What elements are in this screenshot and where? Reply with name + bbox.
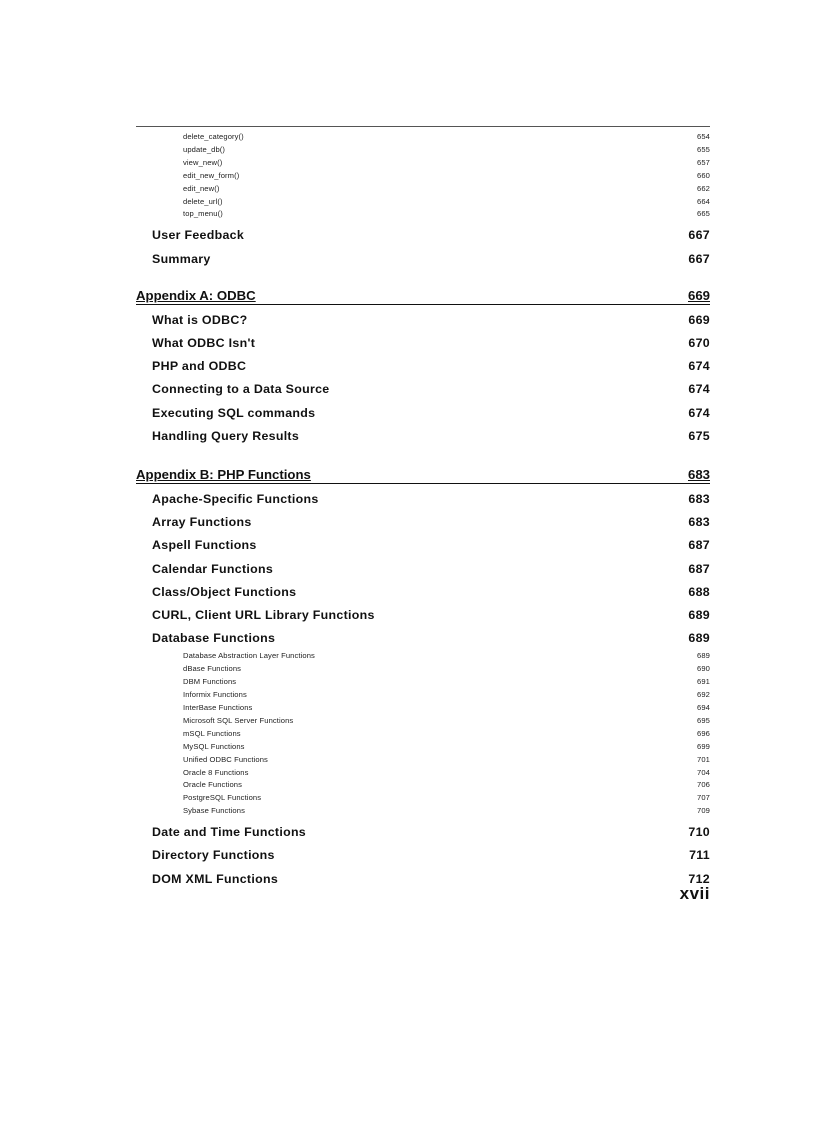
toc-section-title: Array Functions (152, 515, 252, 530)
toc-section-title: Date and Time Functions (152, 825, 307, 840)
toc-item[interactable] (136, 728, 710, 741)
toc-item-page: 689 (697, 651, 710, 661)
toc-section-title: Apache-Specific Functions (152, 491, 319, 506)
toc-section-page: 670 (688, 335, 710, 350)
toc-item-title: DBM Functions (183, 677, 237, 687)
toc-section-page: 689 (688, 631, 710, 646)
toc-section[interactable] (136, 332, 710, 355)
toc-item[interactable] (136, 650, 710, 663)
toc-item-title: Oracle 8 Functions (183, 767, 249, 777)
toc-section[interactable] (136, 488, 710, 511)
toc-section[interactable] (136, 425, 710, 448)
toc-item[interactable] (136, 754, 710, 767)
toc-item-title: dBase Functions (183, 664, 242, 674)
toc-section[interactable] (136, 534, 710, 557)
toc-section[interactable] (136, 604, 710, 627)
toc-section-title: User Feedback (152, 228, 245, 243)
toc-section[interactable] (136, 378, 710, 401)
toc-item-title: MySQL Functions (183, 741, 245, 751)
toc-item-page: 707 (697, 793, 710, 803)
toc-item[interactable] (136, 663, 710, 676)
toc-item-title: delete_category() (183, 132, 244, 141)
toc-item[interactable] (136, 741, 710, 754)
toc-section[interactable] (136, 248, 710, 271)
toc-section-page: 674 (688, 405, 710, 420)
toc-section[interactable] (136, 821, 710, 844)
toc-item-title: edit_new() (183, 183, 220, 193)
toc-chapter-page: 683 (687, 466, 710, 482)
toc-item-title: Sybase Functions (183, 806, 245, 816)
toc-item[interactable] (136, 805, 710, 818)
toc-item-page: 655 (697, 144, 710, 154)
toc-item-page: 696 (697, 728, 710, 738)
toc-item-title: InterBase Functions (183, 703, 253, 713)
toc-section-title: Calendar Functions (152, 561, 274, 576)
toc-item-page: 706 (697, 780, 710, 790)
toc-section-page: 667 (688, 228, 710, 243)
toc-section-title: Executing SQL commands (152, 405, 316, 420)
toc-section-page: 667 (688, 251, 710, 266)
toc-item-page: 662 (697, 183, 710, 193)
toc-item[interactable] (136, 676, 710, 689)
toc-chapter-appendix-a[interactable] (136, 287, 710, 305)
toc-item-title: Oracle Functions (183, 780, 242, 790)
toc-item-title: top_menu() (183, 209, 223, 219)
toc-item-title: Microsoft SQL Server Functions (183, 715, 294, 725)
toc-section-page: 687 (688, 538, 710, 553)
toc-section-title: Connecting to a Data Source (152, 382, 330, 397)
toc-section-title: Directory Functions (152, 848, 275, 863)
toc-section-page: 674 (688, 359, 710, 374)
toc-section-page: 712 (688, 871, 710, 886)
toc-item[interactable] (136, 702, 710, 715)
toc-section-page: 688 (688, 584, 710, 599)
toc-item-title: Database Abstraction Layer Functions (183, 651, 315, 661)
header-rule (136, 126, 710, 127)
toc-section-title: PHP and ODBC (152, 359, 247, 374)
toc-section-title: DOM XML Functions (152, 871, 279, 886)
toc-item[interactable] (136, 208, 710, 221)
toc-item-page: 699 (697, 741, 710, 751)
toc-item-page: 694 (697, 703, 710, 713)
toc-section[interactable] (136, 868, 710, 891)
toc-item-page: 664 (697, 196, 710, 206)
toc-section-title: Handling Query Results (152, 428, 300, 443)
toc-section-title: Summary (152, 251, 211, 266)
toc-item[interactable] (136, 689, 710, 702)
toc-item[interactable] (136, 196, 710, 209)
table-of-contents (136, 131, 710, 891)
toc-section-page: 675 (688, 428, 710, 443)
toc-item-title: mSQL Functions (183, 728, 241, 738)
toc-section-page: 683 (688, 515, 710, 530)
toc-item[interactable] (136, 170, 710, 183)
toc-section-page: 674 (688, 382, 710, 397)
toc-section-title: Class/Object Functions (152, 584, 297, 599)
toc-item-title: Informix Functions (183, 690, 247, 700)
toc-item[interactable] (136, 767, 710, 780)
toc-section[interactable] (136, 402, 710, 425)
toc-section[interactable] (136, 309, 710, 332)
toc-item-title: update_db() (183, 144, 226, 154)
toc-section-page: 687 (688, 561, 710, 576)
toc-item-page: 665 (697, 209, 710, 219)
toc-section[interactable] (136, 627, 710, 650)
toc-item-page: 690 (697, 664, 710, 674)
toc-section-title: Database Functions (152, 631, 276, 646)
toc-item-title: Unified ODBC Functions (183, 754, 268, 764)
toc-section-title: Aspell Functions (152, 538, 257, 553)
toc-chapter-appendix-b[interactable] (136, 466, 710, 484)
toc-section-page: 683 (688, 491, 710, 506)
toc-chapter-page: 669 (687, 287, 710, 303)
toc-item[interactable] (136, 715, 710, 728)
page-number: xvii (679, 884, 710, 903)
toc-item-title: PostgreSQL Functions (183, 793, 262, 803)
toc-section-title: What is ODBC? (152, 312, 248, 327)
toc-section[interactable] (136, 511, 710, 534)
toc-item-page: 654 (697, 132, 710, 141)
toc-item[interactable] (136, 792, 710, 805)
toc-section-title: What ODBC Isn't (152, 335, 256, 350)
toc-section[interactable] (136, 558, 710, 581)
toc-item[interactable] (136, 183, 710, 196)
toc-section-page: 710 (688, 825, 710, 840)
toc-section[interactable] (136, 224, 710, 247)
toc-chapter-title: Appendix B: PHP Functions (136, 466, 311, 482)
toc-section-title: CURL, Client URL Library Functions (152, 607, 375, 622)
toc-item[interactable] (136, 779, 710, 792)
toc-item-title: view_new() (183, 157, 223, 167)
toc-section[interactable] (136, 355, 710, 378)
toc-item-page: 660 (697, 170, 710, 180)
toc-section-page: 669 (688, 312, 710, 327)
toc-item-page: 709 (697, 806, 710, 816)
toc-section[interactable] (136, 844, 710, 867)
toc-section-page: 689 (688, 607, 710, 622)
toc-item-title: delete_url() (183, 196, 223, 206)
toc-chapter-title: Appendix A: ODBC (136, 287, 256, 303)
toc-item-page: 657 (697, 157, 710, 167)
toc-item-page: 701 (697, 754, 710, 764)
toc-item-title: edit_new_form() (183, 170, 240, 180)
toc-section[interactable] (136, 581, 710, 604)
toc-item-page: 704 (697, 767, 710, 777)
toc-section-page: 711 (689, 848, 710, 863)
toc-item[interactable] (136, 131, 710, 144)
toc-item-page: 692 (697, 690, 710, 700)
toc-item[interactable] (136, 157, 710, 170)
toc-item-page: 691 (697, 677, 710, 687)
toc-item[interactable] (136, 144, 710, 157)
toc-item-page: 695 (697, 715, 710, 725)
